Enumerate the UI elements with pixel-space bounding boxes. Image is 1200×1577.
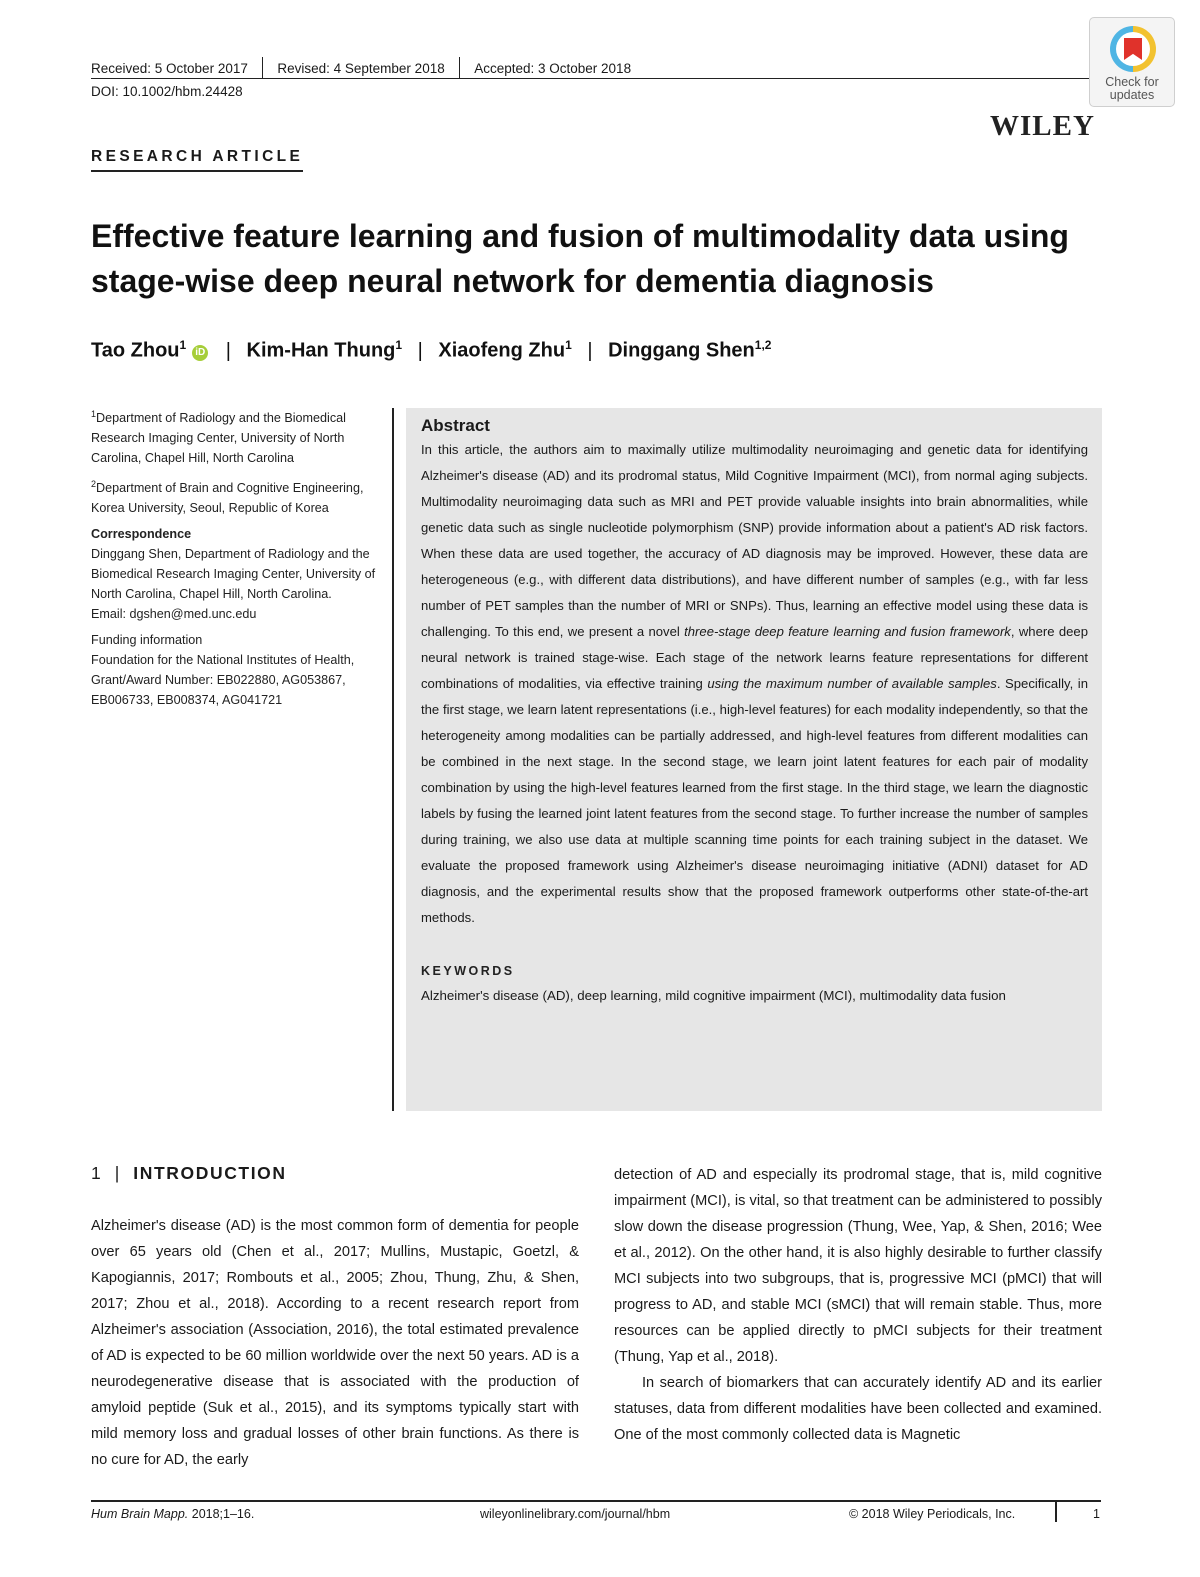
article-dates bbox=[91, 57, 631, 79]
date-divider bbox=[262, 57, 264, 79]
author-name[interactable]: Xiaofeng Zhu bbox=[438, 339, 566, 362]
abstract-box bbox=[406, 408, 1102, 1111]
abstract-text: In this article, the authors aim to maximally utilize multimodality neuroimaging and genetic data for identifying Alzheimer's disease (AD) and its prodromal status, Mild Cognitive Impairment (MCI), from normal aging subjects. Multimodality neuroimaging data such as MRI and PET provide valuable insights into brain abnormalities, while genetic data such as single nucleotide polymorphism (SNP) provide information about a patient's AD risk factors. When these data are used together, the accuracy of AD diagnosis may be improved. However, these data are heterogeneous (e.g., with different data distributions), and have different number of samples (e.g., with far less number of PET samples than the number of MRI or SNPs). Thus, learning an effective model using these data is challenging. To this end, we present a novel three-stage deep feature learning and fusion framework, where deep neural network is trained stage-wise. Each stage of the network learns feature representations for different combinations of modalities, via effective training using the maximum number of available samples. Specifically, in the first stage, we learn latent representations (i.e., high-level features) for each modality independently, so that the heterogeneity among modalities can be partially addressed, and high-level features from different modalities can be combined in the next stage. In the second stage, we learn joint latent features for each pair of modality combination by using the high-level features learned from the first stage. In the third stage, we learn the diagnostic labels by fusing the learned joint latent features from the second stage. To further increase the number of samples during training, we also use data at multiple scanning time points for each training subject in the dataset. We evaluate the proposed framework using Alzheimer's disease neuroimaging initiative (ADNI) dataset for AD diagnosis, and the experimental results show that the proposed framework outperforms other state-of-the-art methods. bbox=[421, 442, 1088, 925]
footer-url[interactable]: wileyonlinelibrary.com/journal/hbm bbox=[480, 1507, 671, 1521]
article-sidebar bbox=[91, 404, 387, 716]
body-column-right bbox=[614, 1162, 1102, 1448]
section-heading-introduction: 1 | INTRODUCTION bbox=[91, 1163, 287, 1183]
funding-information: Foundation for the National Institutes of Health, Grant/Award Number: EB022880, AG053867, EB006733, EB008374, AG041721 bbox=[91, 653, 355, 708]
date-divider bbox=[459, 57, 461, 79]
author-affiliation: 1 bbox=[179, 338, 187, 352]
sidebar-divider bbox=[392, 408, 394, 1111]
footer-copyright: © 2018 Wiley Periodicals, Inc. bbox=[849, 1507, 1016, 1521]
crossmark-icon bbox=[1110, 26, 1156, 72]
article-title: Effective feature learning and fusion of multimodality data using stage-wise deep neural network for dementia diagnosis bbox=[91, 218, 1069, 299]
author-affiliation: 1 bbox=[395, 338, 403, 352]
publisher-logo: WILEY bbox=[990, 110, 1095, 142]
article-type: RESEARCH ARTICLE bbox=[91, 148, 303, 172]
page-number: 1 bbox=[1093, 1507, 1100, 1521]
author-name[interactable]: Tao Zhou bbox=[91, 339, 180, 362]
footer-divider bbox=[1055, 1500, 1057, 1522]
check-for-updates-badge[interactable] bbox=[1089, 17, 1175, 107]
abstract-heading: Abstract bbox=[421, 416, 490, 435]
revised-date: Revised: 4 September 2018 bbox=[277, 60, 445, 76]
affiliation-1: $^1$Department of Radiology and the Biomedical Research Imaging Center, University of North Carolina, Chapel Hill, North Carolina bbox=[91, 409, 346, 466]
body-column-left bbox=[91, 1213, 579, 1473]
correspondence-email[interactable]: Email: dgshen@med.unc.edu bbox=[91, 607, 257, 622]
correspondence-label: Correspondence bbox=[91, 527, 192, 542]
intro-paragraph: detection of AD and especially its prodromal stage, that is, mild cognitive impairment (MCI), is vital, so that treatment can be administered to possibly slow down the disease progression (Thung, Wee, Yap, & Shen, 2016; Wee et al., 2012). On the other hand, it is also highly desirable to further classify MCI subjects into two subgroups, that is, progressive MCI (pMCI) that will progress to AD, and stable MCI (sMCI) that will remain stable. Thus, more resources can be applied directly to pMCI subjects for their treatment (Thung, Yap et al., 2018). bbox=[614, 1167, 1102, 1365]
footer-citation: Hum Brain Mapp. 2018;1–16. bbox=[91, 1507, 255, 1521]
accepted-date: Accepted: 3 October 2018 bbox=[474, 60, 632, 76]
header-rule bbox=[91, 78, 1101, 79]
badge-label: Check for updates bbox=[1105, 75, 1159, 102]
orcid-icon[interactable]: iD bbox=[192, 345, 208, 361]
author-name[interactable]: Dinggang Shen bbox=[608, 339, 755, 362]
author-list: Tao Zhou$^1$iD | Kim-Han Thung$^1$ | Xiaofeng Zhu$^1$ | Dinggang Shen$^{1,2}$ bbox=[91, 338, 772, 362]
author-affiliation: 1 bbox=[565, 338, 572, 352]
keywords-list: Alzheimer's disease (AD), deep learning, mild cognitive impairment (MCI), multimodality data fusion bbox=[421, 988, 1006, 1003]
intro-paragraph: In search of biomarkers that can accurately identify AD and its earlier statuses, data from different modalities have been collected and examined. One of the most commonly collected data is Magnetic bbox=[614, 1375, 1102, 1443]
footer-rule bbox=[91, 1500, 1101, 1502]
author-name[interactable]: Kim-Han Thung bbox=[246, 339, 396, 362]
author-affiliation: 1,2 bbox=[754, 338, 772, 352]
keywords-heading: KEYWORDS bbox=[421, 964, 515, 978]
intro-paragraph: Alzheimer's disease (AD) is the most common form of dementia for people over 65 years old (Chen et al., 2017; Mullins, Mustapic, Goetzl, & Kapogiannis, 2017; Rombouts et al., 2005; Zhou, Thung, Zhu, & Shen, 2017; Zhou et al., 2018). According to a recent research report from Alzheimer's association (Association, 2016), the total estimated prevalence of AD is expected to be 60 million worldwide over the next 50 years. AD is a neurodegenerative disease that is associated with the production of amyloid peptide (Suk et al., 2015), and its symptoms typically start with mild memory loss and gradual losses of other brain functions. As there is no cure for AD, the early bbox=[91, 1218, 579, 1468]
affiliation-2: $^2$Department of Brain and Cognitive Engineering, Korea University, Seoul, Republic of Korea bbox=[91, 479, 364, 516]
funding-label: Funding information bbox=[91, 633, 203, 648]
received-date: Received: 5 October 2017 bbox=[91, 60, 248, 76]
correspondence: Dinggang Shen, Department of Radiology and the Biomedical Research Imaging Center, University of North Carolina, Chapel Hill, North Carolina. bbox=[91, 547, 376, 602]
doi[interactable]: DOI: 10.1002/hbm.24428 bbox=[91, 84, 243, 99]
